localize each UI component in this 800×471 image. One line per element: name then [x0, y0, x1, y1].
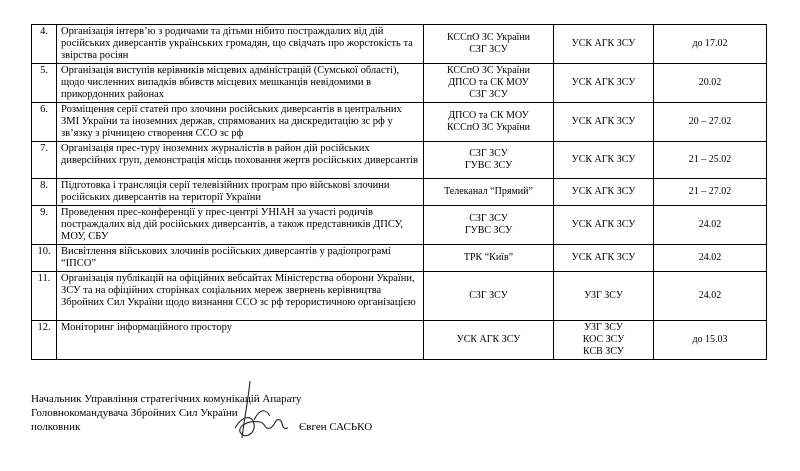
row-number: 6. — [32, 103, 57, 142]
task-description: Висвітлення військових злочинів російських диверсантів у радіопрограмі “ІПСО” — [57, 245, 424, 272]
executor-name: ДПСО та СК МОУ — [448, 77, 529, 88]
executor-name: ГУВС ЗСУ — [464, 225, 513, 236]
executors-cell — [424, 206, 554, 245]
coordinator-cell — [554, 142, 654, 179]
deadline: 21 – 25.02 — [654, 142, 767, 179]
row-number: 7. — [32, 142, 57, 179]
coordinator-name: УСК АГК ЗСУ — [571, 186, 636, 197]
executors-cell — [424, 179, 554, 206]
coordinator-cell — [554, 245, 654, 272]
executors-cell — [424, 103, 554, 142]
task-description: Організація інтерв’ю з родичами та дітьми нібито постраждалих від дій російських диверсантів українських громадян, що свідчать про жорстокість та звірства росіян — [57, 25, 424, 64]
table-row — [32, 103, 767, 142]
coordinator-cell — [554, 321, 654, 360]
executors-cell — [424, 142, 554, 179]
deadline: 21 – 27.02 — [654, 179, 767, 206]
executor-name: СЗГ ЗСУ — [469, 148, 508, 159]
signature-name: Євген САСЬКО — [299, 421, 373, 433]
deadline: 20.02 — [654, 64, 767, 103]
coordinator-cell — [554, 206, 654, 245]
coordinator-name: УСК АГК ЗСУ — [571, 219, 636, 230]
executors-cell — [424, 245, 554, 272]
executor-name: СЗГ ЗСУ — [469, 213, 508, 224]
tasks-table — [31, 24, 767, 360]
deadline: до 17.02 — [654, 25, 767, 64]
row-number: 4. — [32, 25, 57, 64]
coordinator-name: УСК АГК ЗСУ — [571, 252, 636, 263]
table-row — [32, 321, 767, 360]
coordinator-name: КОС ЗСУ — [582, 334, 625, 345]
task-description: Розміщення серії статей про злочини російських диверсантів в центральних ЗМІ України та іноземних держав, спрямованих на дискредитацію зс рф у зв’язку з річницею створення ССО зс рф — [57, 103, 424, 142]
signature-position-line-2: Головнокомандувача Збройних Сил України — [31, 407, 238, 419]
task-description: Проведення прес-конференції у прес-центрі УНІАН за участі родичів постраждалих від дій російських диверсантів, а також представників ДПСУ, МОУ, СБУ — [57, 206, 424, 245]
coordinator-name: УЗГ ЗСУ — [584, 322, 623, 333]
row-number: 9. — [32, 206, 57, 245]
table-row — [32, 179, 767, 206]
coordinator-name: УСК АГК ЗСУ — [571, 38, 636, 49]
coordinator-cell — [554, 272, 654, 321]
coordinator-cell — [554, 25, 654, 64]
deadline: 24.02 — [654, 245, 767, 272]
coordinator-name: УСК АГК ЗСУ — [571, 116, 636, 127]
coordinator-name: УЗГ ЗСУ — [584, 290, 623, 301]
deadline: 20 – 27.02 — [654, 103, 767, 142]
coordinator-name: УСК АГК ЗСУ — [571, 154, 636, 165]
row-number: 10. — [32, 245, 57, 272]
executor-name: УСК АГК ЗСУ — [456, 334, 521, 345]
task-description: Підготовка і трансляція серії телевізійних програм про військові злочини російських диверсантів на території України — [57, 179, 424, 206]
coordinator-name: КСВ ЗСУ — [583, 346, 624, 357]
executor-name: СЗГ ЗСУ — [469, 89, 508, 100]
coordinator-cell — [554, 64, 654, 103]
executor-name: КССпО ЗС України — [447, 32, 530, 43]
executors-cell — [424, 321, 554, 360]
deadline: до 15.03 — [654, 321, 767, 360]
signature-rank: полковник — [31, 421, 81, 433]
executors-cell — [424, 25, 554, 64]
executor-name: ГУВС ЗСУ — [464, 160, 513, 171]
deadline: 24.02 — [654, 206, 767, 245]
executor-name: ТРК “Київ” — [463, 252, 514, 263]
handwritten-signature — [230, 376, 300, 446]
row-number: 11. — [32, 272, 57, 321]
signature-position-line-1: Начальник Управління стратегічних комунікацій Апарату — [31, 393, 302, 405]
table-row — [32, 64, 767, 103]
coordinator-cell — [554, 179, 654, 206]
table-row — [32, 206, 767, 245]
table-row — [32, 25, 767, 64]
task-description: Організація прес-туру іноземних журналістів в район дій російських диверсійних груп, демонстрація місць поховання жертв російських диверсантів — [57, 142, 424, 179]
coordinator-name: УСК АГК ЗСУ — [571, 77, 636, 88]
deadline: 24.02 — [654, 272, 767, 321]
executors-cell — [424, 64, 554, 103]
table-row — [32, 142, 767, 179]
executor-name: СЗГ ЗСУ — [469, 44, 508, 55]
executor-name: КССпО ЗС України — [447, 122, 530, 133]
table-row — [32, 272, 767, 321]
task-description: Організація виступів керівників місцевих адміністрацій (Сумської області), щодо численних випадків вбивств місцевих мешканців невідомими в прикордонних районах — [57, 64, 424, 103]
task-description: Організація публікацій на офіційних вебсайтах Міністерства оборони України, ЗСУ та на офіційних сторінках соціальних мереж звернень керівництва Збройних Сил України щодо визнання ССО зс рф терористичною організацією — [57, 272, 424, 321]
executor-name: СЗГ ЗСУ — [469, 290, 508, 301]
executors-cell — [424, 272, 554, 321]
row-number: 8. — [32, 179, 57, 206]
table-row — [32, 245, 767, 272]
executor-name: ДПСО та СК МОУ — [448, 110, 529, 121]
executor-name: Телеканал “Прямий” — [444, 186, 533, 197]
row-number: 12. — [32, 321, 57, 360]
task-description: Моніторинг інформаційного простору — [57, 321, 424, 360]
coordinator-cell — [554, 103, 654, 142]
executor-name: КССпО ЗС України — [447, 65, 530, 76]
row-number: 5. — [32, 64, 57, 103]
